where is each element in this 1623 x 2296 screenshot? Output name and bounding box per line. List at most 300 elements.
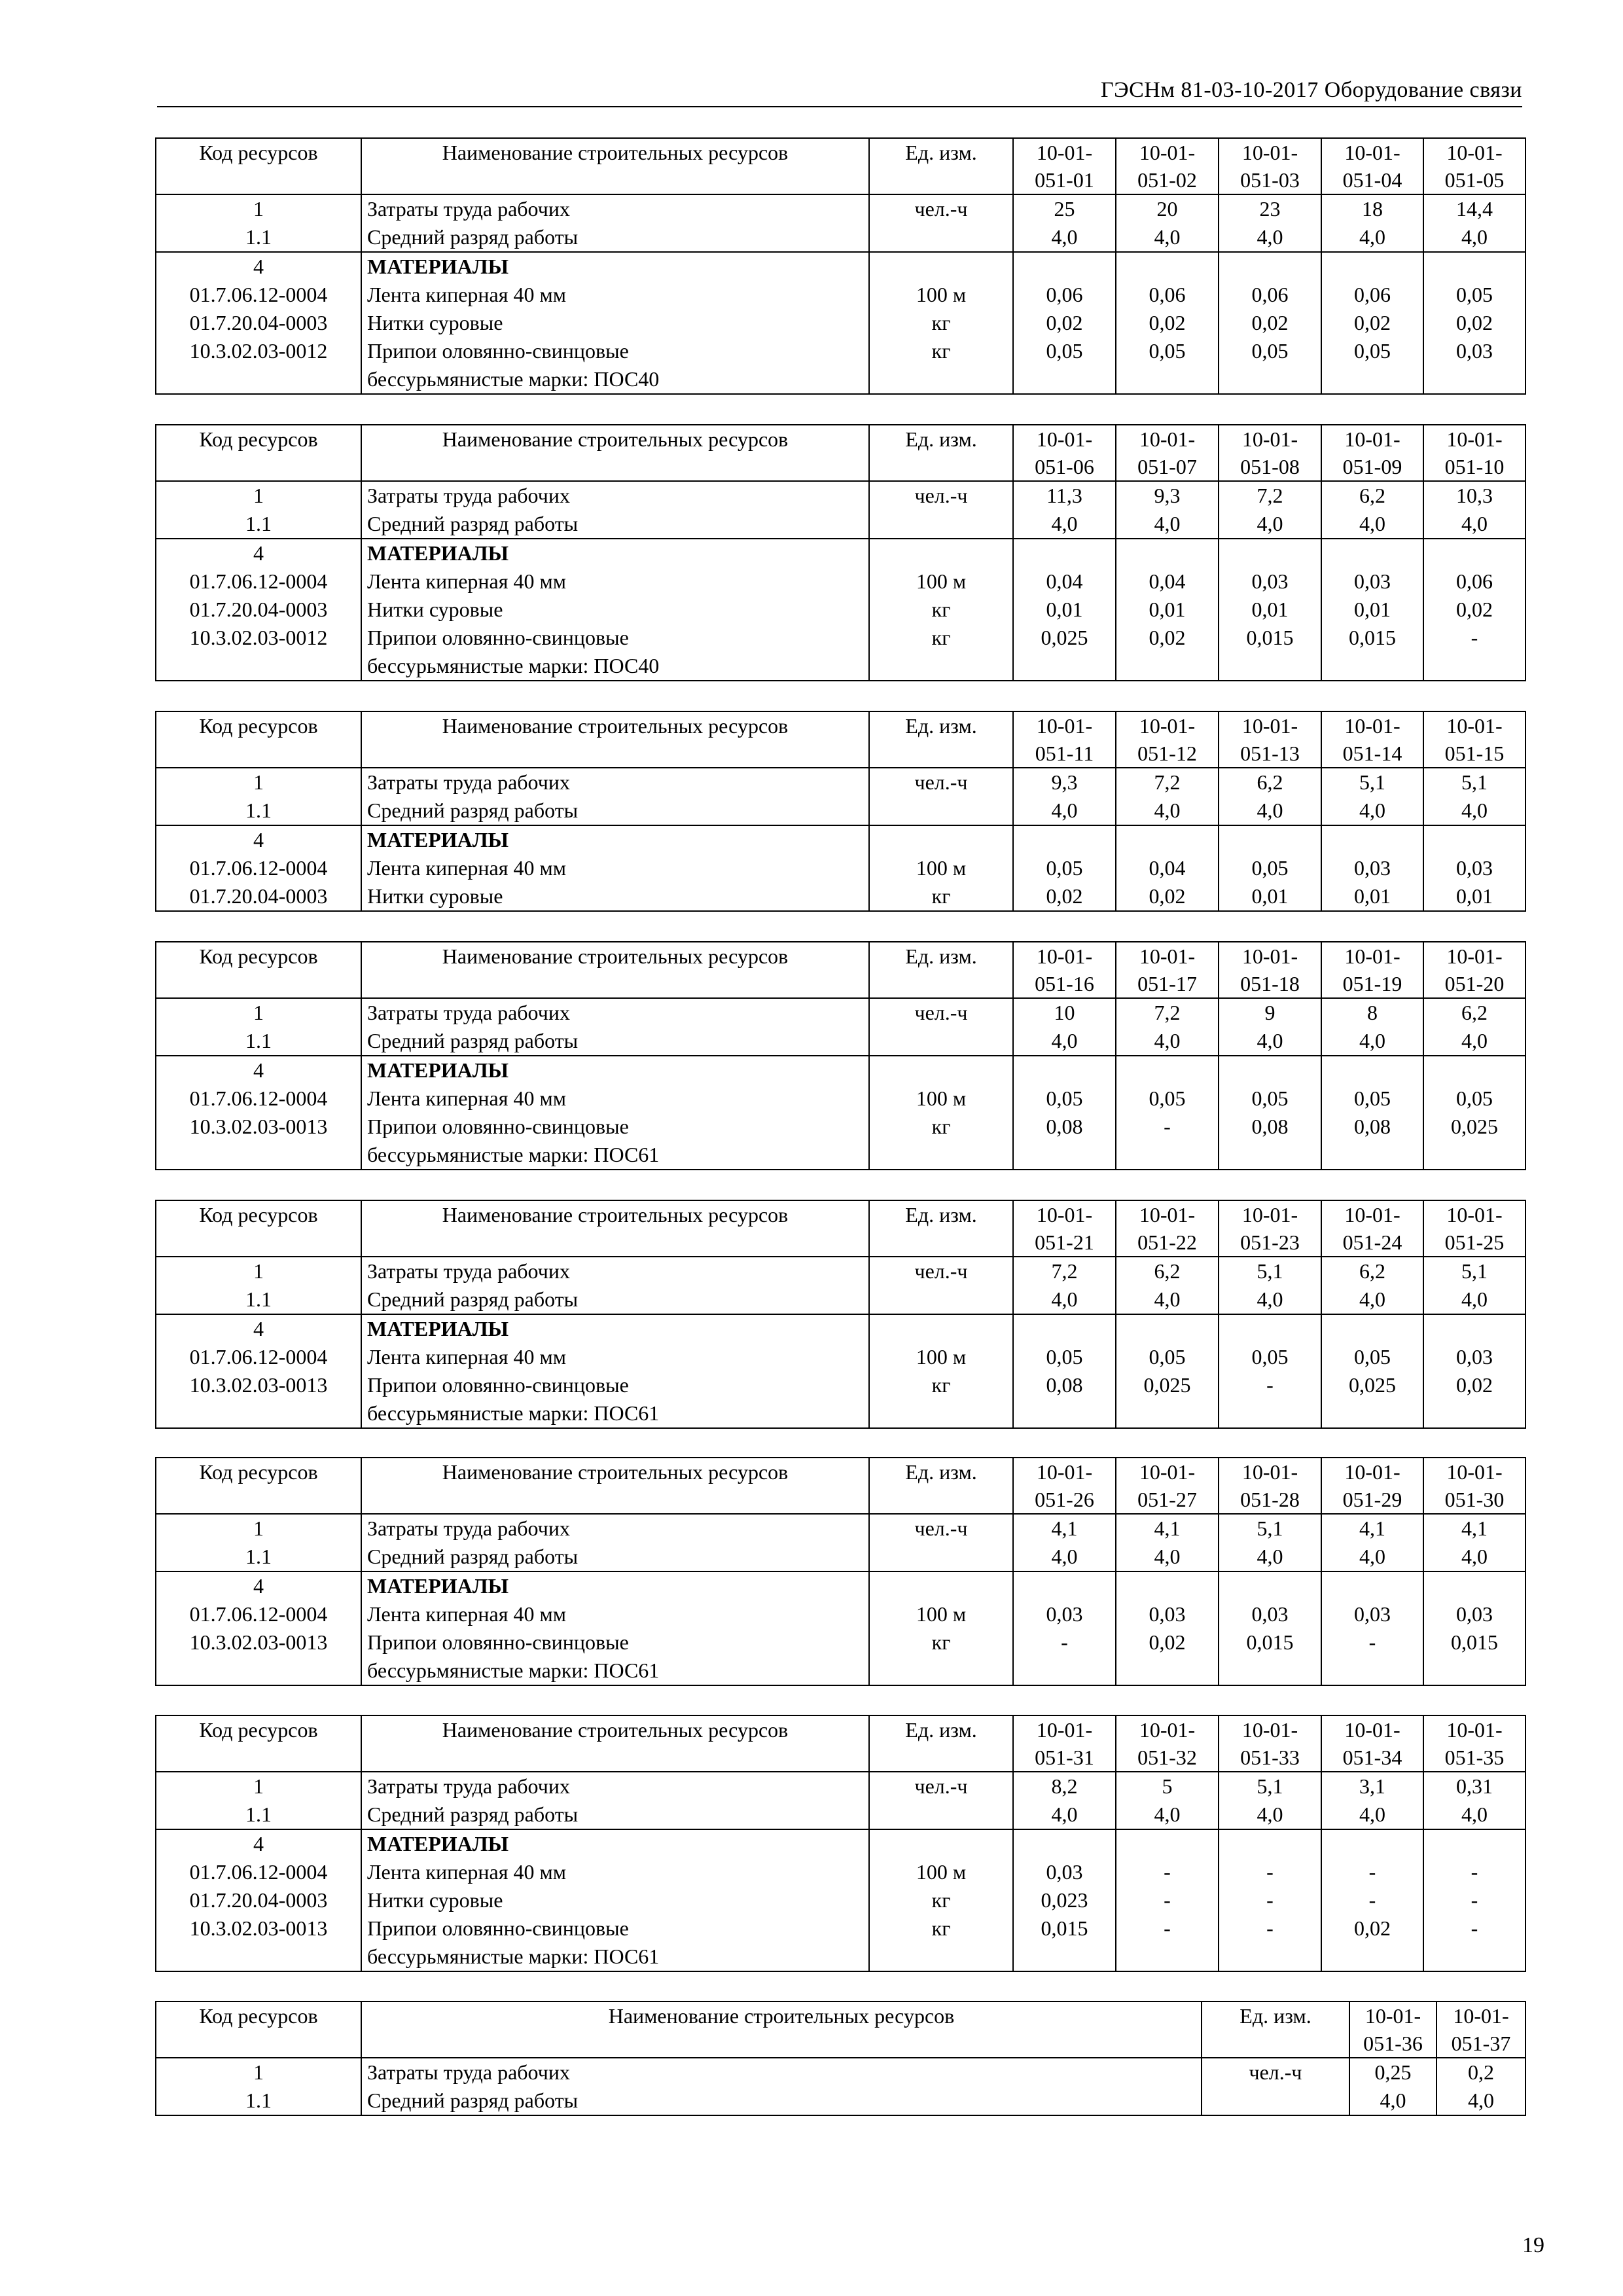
material-row xyxy=(156,596,1525,624)
material-value: - xyxy=(1423,1858,1525,1886)
empty-cell xyxy=(1423,1056,1525,1085)
resource-code: 1.1 xyxy=(156,2087,361,2115)
material-name-continued: бессурьмянистые марки: ПОС40 xyxy=(361,652,869,681)
material-row xyxy=(156,1085,1525,1113)
norm-code-line-1: 10-01- xyxy=(1344,427,1400,451)
column-header-code: Код ресурсов xyxy=(156,711,361,768)
column-header-norm-code xyxy=(1321,425,1423,481)
material-name: Нитки суровые xyxy=(361,1886,869,1914)
labor-value: 5 xyxy=(1116,1772,1219,1801)
material-value: 0,025 xyxy=(1423,1113,1525,1141)
material-value: 0,05 xyxy=(1116,337,1219,365)
material-value: 0,06 xyxy=(1219,281,1321,309)
material-code: 01.7.06.12-0004 xyxy=(156,1858,361,1886)
column-header-name: Наименование строительных ресурсов xyxy=(361,425,869,481)
material-value: 0,02 xyxy=(1321,309,1423,337)
empty-cell xyxy=(1321,652,1423,681)
norm-code-line-2: 051-35 xyxy=(1444,1746,1505,1769)
material-name: Нитки суровые xyxy=(361,596,869,624)
resource-code: 1.1 xyxy=(156,1285,361,1314)
material-row xyxy=(156,1600,1525,1628)
materials-heading-row xyxy=(156,1571,1525,1600)
material-value: 0,03 xyxy=(1219,567,1321,596)
resource-unit: чел.-ч xyxy=(869,998,1013,1027)
column-header-norm-code xyxy=(1423,1715,1525,1772)
empty-cell xyxy=(1321,1141,1423,1170)
material-code: 01.7.06.12-0004 xyxy=(156,567,361,596)
empty-cell xyxy=(1219,1657,1321,1685)
material-value: 0,04 xyxy=(1116,567,1219,596)
norm-code-line-1: 10-01- xyxy=(1139,141,1196,164)
norm-code-line-1: 10-01- xyxy=(1036,1460,1093,1484)
material-value: 0,015 xyxy=(1423,1628,1525,1657)
resource-unit: чел.-ч xyxy=(869,481,1013,510)
material-name: Лента киперная 40 мм xyxy=(361,854,869,882)
grade-value: 4,0 xyxy=(1013,1543,1116,1571)
column-header-norm-code xyxy=(1116,942,1219,998)
grade-value: 4,0 xyxy=(1423,223,1525,252)
norm-code-line-1: 10-01- xyxy=(1139,427,1196,451)
labor-row xyxy=(156,2058,1525,2087)
materials-heading-row xyxy=(156,825,1525,854)
labor-value: 9,3 xyxy=(1013,768,1116,797)
column-header-norm-code xyxy=(1321,1200,1423,1257)
norm-code-line-2: 051-19 xyxy=(1342,972,1402,996)
material-value: 0,05 xyxy=(1116,1085,1219,1113)
labor-value: 11,3 xyxy=(1013,481,1116,510)
empty-cell xyxy=(869,1829,1013,1858)
column-header-norm-code xyxy=(1219,1458,1321,1514)
labor-row xyxy=(156,1772,1525,1801)
norm-code-line-2: 051-18 xyxy=(1240,972,1300,996)
resource-name: Затраты труда рабочих xyxy=(361,2058,1202,2087)
empty-cell xyxy=(1116,652,1219,681)
material-value: 0,05 xyxy=(1423,1085,1525,1113)
resource-unit: чел.-ч xyxy=(869,768,1013,797)
material-value: 0,06 xyxy=(1321,281,1423,309)
norm-code-line-1: 10-01- xyxy=(1036,944,1093,968)
material-value: 0,05 xyxy=(1013,854,1116,882)
column-header-name: Наименование строительных ресурсов xyxy=(361,711,869,768)
grade-row xyxy=(156,1285,1525,1314)
norm-code-line-1: 10-01- xyxy=(1036,1203,1093,1227)
norm-code-line-1: 10-01- xyxy=(1036,141,1093,164)
material-value: 0,01 xyxy=(1219,596,1321,624)
material-name-continued: бессурьмянистые марки: ПОС61 xyxy=(361,1943,869,1971)
material-unit: кг xyxy=(869,624,1013,652)
empty-cell xyxy=(1321,539,1423,567)
material-value: 0,01 xyxy=(1321,596,1423,624)
grade-value: 4,0 xyxy=(1219,797,1321,825)
empty-cell xyxy=(1219,1571,1321,1600)
norm-code-line-2: 051-05 xyxy=(1444,168,1505,192)
column-header-name: Наименование строительных ресурсов xyxy=(361,1715,869,1772)
column-header-norm-code xyxy=(1116,1200,1219,1257)
norm-code-line-2: 051-26 xyxy=(1035,1488,1094,1511)
empty-cell xyxy=(156,365,361,394)
material-unit: кг xyxy=(869,596,1013,624)
empty-cell xyxy=(1321,1571,1423,1600)
grade-value: 4,0 xyxy=(1116,1285,1219,1314)
empty-cell xyxy=(1423,652,1525,681)
resource-name: Затраты труда рабочих xyxy=(361,1514,869,1543)
norm-code-line-2: 051-27 xyxy=(1137,1488,1197,1511)
empty-cell xyxy=(156,1399,361,1428)
material-value: 0,03 xyxy=(1116,1600,1219,1628)
empty-cell xyxy=(869,1657,1013,1685)
resource-unit xyxy=(1202,2087,1349,2115)
resource-table-3 xyxy=(155,711,1526,912)
grade-row xyxy=(156,797,1525,825)
resource-code: 1 xyxy=(156,481,361,510)
material-name: Лента киперная 40 мм xyxy=(361,1858,869,1886)
empty-cell xyxy=(869,825,1013,854)
norm-code-line-2: 051-25 xyxy=(1444,1230,1505,1254)
labor-value: 18 xyxy=(1321,194,1423,223)
empty-cell xyxy=(156,1657,361,1685)
empty-cell xyxy=(869,252,1013,281)
material-code: 01.7.20.04-0003 xyxy=(156,309,361,337)
empty-cell xyxy=(156,652,361,681)
section-title: МАТЕРИАЛЫ xyxy=(361,825,869,854)
labor-value: 9,3 xyxy=(1116,481,1219,510)
material-row xyxy=(156,624,1525,652)
empty-cell xyxy=(1116,1314,1219,1343)
column-header-norm-code xyxy=(1321,138,1423,194)
norm-code-line-1: 10-01- xyxy=(1139,1203,1196,1227)
material-code: 01.7.20.04-0003 xyxy=(156,1886,361,1914)
grade-value: 4,0 xyxy=(1321,1801,1423,1829)
labor-value: 5,1 xyxy=(1219,1772,1321,1801)
empty-cell xyxy=(1423,1829,1525,1858)
material-value: - xyxy=(1321,1628,1423,1657)
empty-cell xyxy=(869,1314,1013,1343)
table-header-row xyxy=(156,711,1525,768)
column-header-norm-code xyxy=(1436,2001,1525,2058)
material-row-continuation xyxy=(156,1943,1525,1971)
norm-code-line-2: 051-31 xyxy=(1035,1746,1094,1769)
norm-code-line-2: 051-07 xyxy=(1137,455,1197,478)
norm-code-line-1: 10-01- xyxy=(1036,714,1093,738)
labor-value: 9 xyxy=(1219,998,1321,1027)
norm-code-line-1: 10-01- xyxy=(1446,944,1503,968)
empty-cell xyxy=(1116,365,1219,394)
norm-code-line-2: 051-14 xyxy=(1342,742,1402,765)
norm-code-line-1: 10-01- xyxy=(1036,1718,1093,1742)
norm-code-line-1: 10-01- xyxy=(1241,141,1298,164)
grade-value: 4,0 xyxy=(1321,1285,1423,1314)
resource-name: Средний разряд работы xyxy=(361,797,869,825)
norm-code-line-2: 051-34 xyxy=(1342,1746,1402,1769)
materials-heading-row xyxy=(156,1056,1525,1085)
empty-cell xyxy=(156,1943,361,1971)
material-value: 0,05 xyxy=(1423,281,1525,309)
material-row xyxy=(156,1371,1525,1399)
labor-value: 5,1 xyxy=(1423,768,1525,797)
material-name: Припои оловянно-свинцовые xyxy=(361,624,869,652)
resource-unit: чел.-ч xyxy=(869,1772,1013,1801)
resource-unit xyxy=(869,1027,1013,1056)
empty-cell xyxy=(1219,252,1321,281)
material-name: Лента киперная 40 мм xyxy=(361,567,869,596)
labor-value: 7,2 xyxy=(1116,768,1219,797)
section-title: МАТЕРИАЛЫ xyxy=(361,1829,869,1858)
column-header-norm-code xyxy=(1013,942,1116,998)
material-unit: кг xyxy=(869,882,1013,911)
labor-value: 0,31 xyxy=(1423,1772,1525,1801)
resource-code: 1 xyxy=(156,998,361,1027)
material-value: - xyxy=(1219,1886,1321,1914)
labor-value: 7,2 xyxy=(1116,998,1219,1027)
column-header-norm-code xyxy=(1116,425,1219,481)
empty-cell xyxy=(1219,1943,1321,1971)
material-unit: кг xyxy=(869,1628,1013,1657)
column-header-unit: Ед. изм. xyxy=(869,1458,1013,1514)
column-header-code: Код ресурсов xyxy=(156,2001,361,2058)
norm-code-line-2: 051-09 xyxy=(1342,455,1402,478)
empty-cell xyxy=(1013,252,1116,281)
empty-cell xyxy=(1013,652,1116,681)
grade-value: 4,0 xyxy=(1423,1543,1525,1571)
empty-cell xyxy=(1423,825,1525,854)
labor-value: 5,1 xyxy=(1423,1257,1525,1285)
material-code: 01.7.06.12-0004 xyxy=(156,1085,361,1113)
resource-code: 1.1 xyxy=(156,223,361,252)
norm-code-line-2: 051-32 xyxy=(1137,1746,1197,1769)
grade-value: 4,0 xyxy=(1219,1285,1321,1314)
grade-value: 4,0 xyxy=(1013,1801,1116,1829)
empty-cell xyxy=(869,1943,1013,1971)
resource-unit: чел.-ч xyxy=(1202,2058,1349,2087)
empty-cell xyxy=(1219,825,1321,854)
labor-value: 10,3 xyxy=(1423,481,1525,510)
norm-code-line-1: 10-01- xyxy=(1344,141,1400,164)
page-number: 19 xyxy=(1522,2233,1544,2257)
empty-cell xyxy=(1219,539,1321,567)
section-title: МАТЕРИАЛЫ xyxy=(361,1571,869,1600)
norm-code-line-1: 10-01- xyxy=(1139,1460,1196,1484)
grade-value: 4,0 xyxy=(1321,1027,1423,1056)
column-header-norm-code xyxy=(1321,1715,1423,1772)
material-value: 0,02 xyxy=(1321,1914,1423,1943)
material-value: 0,03 xyxy=(1321,854,1423,882)
material-value: 0,05 xyxy=(1116,1343,1219,1371)
empty-cell xyxy=(1013,365,1116,394)
empty-cell xyxy=(869,365,1013,394)
labor-value: 7,2 xyxy=(1013,1257,1116,1285)
column-header-norm-code xyxy=(1423,1458,1525,1514)
resource-unit: чел.-ч xyxy=(869,1257,1013,1285)
material-unit: 100 м xyxy=(869,1343,1013,1371)
material-value: 0,05 xyxy=(1219,1085,1321,1113)
column-header-code: Код ресурсов xyxy=(156,425,361,481)
empty-cell xyxy=(1116,252,1219,281)
resource-name: Средний разряд работы xyxy=(361,1285,869,1314)
material-code: 10.3.02.03-0013 xyxy=(156,1914,361,1943)
resource-code: 1.1 xyxy=(156,797,361,825)
empty-cell xyxy=(156,1141,361,1170)
norm-code-line-1: 10-01- xyxy=(1344,1203,1400,1227)
resource-code: 1.1 xyxy=(156,1801,361,1829)
empty-cell xyxy=(1013,1399,1116,1428)
empty-cell xyxy=(1116,1943,1219,1971)
norm-code-line-1: 10-01- xyxy=(1446,714,1503,738)
labor-value: 5,1 xyxy=(1219,1257,1321,1285)
resource-name: Средний разряд работы xyxy=(361,1801,869,1829)
labor-value: 4,1 xyxy=(1116,1514,1219,1543)
empty-cell xyxy=(1321,365,1423,394)
material-row xyxy=(156,1113,1525,1141)
material-value: 0,03 xyxy=(1423,854,1525,882)
norm-code-line-1: 10-01- xyxy=(1364,2004,1421,2028)
column-header-unit: Ед. изм. xyxy=(869,942,1013,998)
norm-code-line-2: 051-03 xyxy=(1240,168,1300,192)
material-row xyxy=(156,1914,1525,1943)
grade-value: 4,0 xyxy=(1219,1027,1321,1056)
column-header-unit: Ед. изм. xyxy=(869,1200,1013,1257)
section-code: 4 xyxy=(156,252,361,281)
material-row xyxy=(156,1886,1525,1914)
column-header-norm-code xyxy=(1116,711,1219,768)
table-header-row xyxy=(156,1200,1525,1257)
material-value: 0,05 xyxy=(1321,1085,1423,1113)
resource-code: 1.1 xyxy=(156,510,361,539)
material-row xyxy=(156,281,1525,309)
material-name: Нитки суровые xyxy=(361,309,869,337)
norm-code-line-2: 051-29 xyxy=(1342,1488,1402,1511)
column-header-norm-code xyxy=(1219,138,1321,194)
material-unit: кг xyxy=(869,1371,1013,1399)
empty-cell xyxy=(1219,1829,1321,1858)
empty-cell xyxy=(1013,1657,1116,1685)
material-value: - xyxy=(1116,1858,1219,1886)
material-unit: кг xyxy=(869,337,1013,365)
material-value: 0,05 xyxy=(1013,337,1116,365)
material-code: 01.7.06.12-0004 xyxy=(156,281,361,309)
empty-cell xyxy=(1423,1141,1525,1170)
material-name-continued: бессурьмянистые марки: ПОС61 xyxy=(361,1399,869,1428)
labor-value: 23 xyxy=(1219,194,1321,223)
material-value: 0,01 xyxy=(1423,882,1525,911)
material-value: - xyxy=(1013,1628,1116,1657)
labor-value: 7,2 xyxy=(1219,481,1321,510)
empty-cell xyxy=(1321,1056,1423,1085)
column-header-norm-code xyxy=(1423,942,1525,998)
materials-heading-row xyxy=(156,252,1525,281)
empty-cell xyxy=(1219,365,1321,394)
material-unit: 100 м xyxy=(869,1600,1013,1628)
norm-code-line-1: 10-01- xyxy=(1344,1460,1400,1484)
material-row xyxy=(156,309,1525,337)
norm-code-line-2: 051-21 xyxy=(1035,1230,1094,1254)
labor-value: 4,1 xyxy=(1013,1514,1116,1543)
grade-value: 4,0 xyxy=(1116,797,1219,825)
empty-cell xyxy=(1423,252,1525,281)
material-value: 0,01 xyxy=(1321,882,1423,911)
material-value: 0,03 xyxy=(1321,567,1423,596)
material-value: 0,02 xyxy=(1013,309,1116,337)
resource-unit xyxy=(869,510,1013,539)
material-value: 0,04 xyxy=(1013,567,1116,596)
resource-code: 1 xyxy=(156,2058,361,2087)
resource-unit xyxy=(869,1543,1013,1571)
grade-value: 4,0 xyxy=(1423,1801,1525,1829)
resource-name: Затраты труда рабочих xyxy=(361,481,869,510)
material-value: 0,05 xyxy=(1219,854,1321,882)
grade-value: 4,0 xyxy=(1423,1285,1525,1314)
material-value: 0,03 xyxy=(1013,1600,1116,1628)
labor-value: 4,1 xyxy=(1423,1514,1525,1543)
norm-code-line-1: 10-01- xyxy=(1446,1203,1503,1227)
material-row xyxy=(156,567,1525,596)
resource-code: 1 xyxy=(156,1772,361,1801)
materials-heading-row xyxy=(156,539,1525,567)
empty-cell xyxy=(1116,1657,1219,1685)
column-header-norm-code xyxy=(1321,711,1423,768)
norm-code-line-2: 051-23 xyxy=(1240,1230,1300,1254)
resource-name: Затраты труда рабочих xyxy=(361,768,869,797)
labor-value: 3,1 xyxy=(1321,1772,1423,1801)
labor-row xyxy=(156,1257,1525,1285)
resource-name: Затраты труда рабочих xyxy=(361,194,869,223)
material-name: Припои оловянно-свинцовые xyxy=(361,1914,869,1943)
resource-code: 1 xyxy=(156,1514,361,1543)
material-code: 01.7.20.04-0003 xyxy=(156,596,361,624)
empty-cell xyxy=(1423,1657,1525,1685)
norm-code-line-1: 10-01- xyxy=(1241,427,1298,451)
column-header-norm-code xyxy=(1116,1458,1219,1514)
resource-name: Затраты труда рабочих xyxy=(361,998,869,1027)
norm-code-line-1: 10-01- xyxy=(1446,1718,1503,1742)
material-code: 01.7.06.12-0004 xyxy=(156,1343,361,1371)
grade-value: 4,0 xyxy=(1321,797,1423,825)
labor-value: 25 xyxy=(1013,194,1116,223)
resource-table-4 xyxy=(155,941,1526,1170)
material-value: 0,015 xyxy=(1013,1914,1116,1943)
grade-value: 4,0 xyxy=(1013,223,1116,252)
labor-value: 6,2 xyxy=(1116,1257,1219,1285)
norm-code-line-2: 051-16 xyxy=(1035,972,1094,996)
material-name: Припои оловянно-свинцовые xyxy=(361,337,869,365)
norm-code-line-2: 051-20 xyxy=(1444,972,1505,996)
material-row xyxy=(156,1858,1525,1886)
column-header-norm-code xyxy=(1013,1715,1116,1772)
material-value: 0,02 xyxy=(1423,596,1525,624)
norm-code-line-1: 10-01- xyxy=(1241,1718,1298,1742)
empty-cell xyxy=(1013,539,1116,567)
empty-cell xyxy=(869,1571,1013,1600)
column-header-name: Наименование строительных ресурсов xyxy=(361,942,869,998)
material-value: 0,03 xyxy=(1219,1600,1321,1628)
material-code: 10.3.02.03-0013 xyxy=(156,1371,361,1399)
material-code: 10.3.02.03-0013 xyxy=(156,1113,361,1141)
material-name: Припои оловянно-свинцовые xyxy=(361,1628,869,1657)
column-header-code: Код ресурсов xyxy=(156,942,361,998)
column-header-norm-code xyxy=(1349,2001,1436,2058)
labor-value: 0,25 xyxy=(1349,2058,1436,2087)
labor-row xyxy=(156,481,1525,510)
grade-value: 4,0 xyxy=(1013,1027,1116,1056)
grade-value: 4,0 xyxy=(1219,223,1321,252)
material-value: 0,015 xyxy=(1321,624,1423,652)
column-header-unit: Ед. изм. xyxy=(869,711,1013,768)
grade-value: 4,0 xyxy=(1116,1543,1219,1571)
norm-code-line-2: 051-33 xyxy=(1240,1746,1300,1769)
material-value: - xyxy=(1423,1914,1525,1943)
empty-cell xyxy=(1423,1943,1525,1971)
column-header-unit: Ед. изм. xyxy=(1202,2001,1349,2058)
materials-heading-row xyxy=(156,1314,1525,1343)
